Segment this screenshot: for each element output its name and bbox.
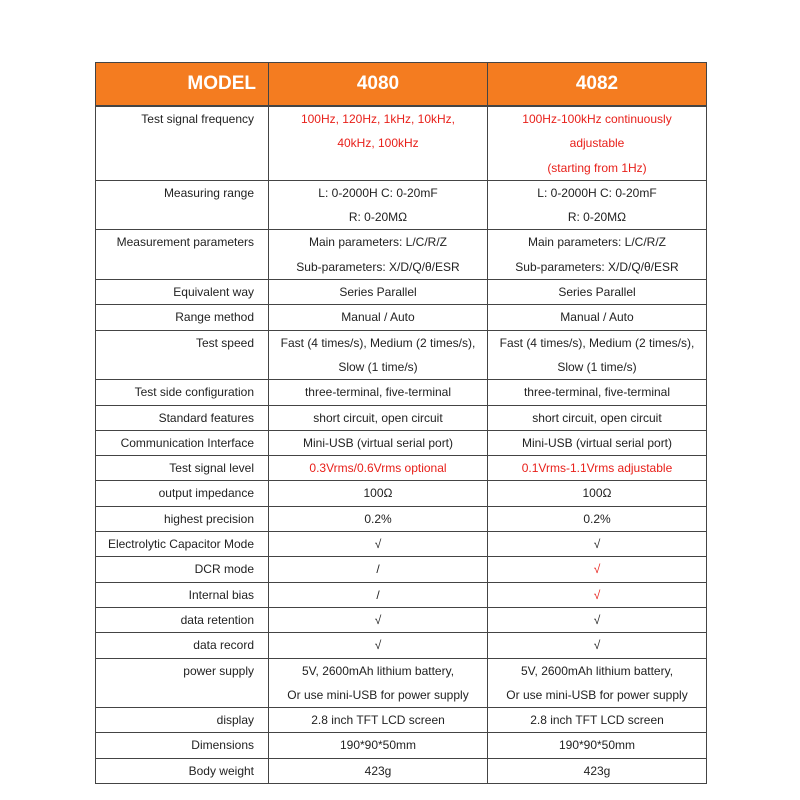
model-4082-value xyxy=(488,758,707,783)
model-4082-value xyxy=(488,506,707,531)
model-4082-value xyxy=(488,280,707,305)
model-4080-value xyxy=(269,380,488,405)
model-4082-value xyxy=(488,658,707,708)
value-line: Main parameters: L/C/R/Z xyxy=(308,235,448,250)
model-4080-value xyxy=(269,658,488,708)
model-4082-value xyxy=(488,481,707,506)
model-4082-value xyxy=(488,430,707,455)
model-4082-value xyxy=(488,380,707,405)
value-line: √ xyxy=(593,562,601,577)
value-line: 2.8 inch TFT LCD screen xyxy=(530,713,664,728)
value-line: 423g xyxy=(364,763,392,778)
value-line: √ xyxy=(374,612,382,627)
model-4080-value xyxy=(269,708,488,733)
table-row xyxy=(96,532,707,557)
table-row xyxy=(96,380,707,405)
header-model-label: MODEL xyxy=(96,63,269,107)
value-line: Series Parallel xyxy=(558,285,636,300)
value-line: Mini-USB (virtual serial port) xyxy=(302,435,454,450)
value-line: short circuit, open circuit xyxy=(532,410,662,425)
row-label: DCR mode xyxy=(96,557,269,582)
value-line: 190*90*50mm xyxy=(558,738,636,753)
table-row xyxy=(96,405,707,430)
row-label: Equivalent way xyxy=(96,280,269,305)
model-4082-value xyxy=(488,557,707,582)
value-line: 100Hz, 120Hz, 1kHz, 10kHz, xyxy=(300,112,456,126)
table-row xyxy=(96,758,707,783)
row-label: Measurement parameters xyxy=(96,230,269,280)
table-row xyxy=(96,180,707,230)
table-row xyxy=(96,230,707,280)
row-label: data record xyxy=(96,633,269,658)
value-line: √ xyxy=(593,612,601,627)
value-line: 5V, 2600mAh lithium battery, xyxy=(520,663,674,678)
table-row xyxy=(96,280,707,305)
model-4082-value xyxy=(488,305,707,330)
model-4080-value xyxy=(269,758,488,783)
value-line: 0.2% xyxy=(583,511,611,526)
row-label: Test side configuration xyxy=(96,380,269,405)
model-4080-value xyxy=(269,456,488,481)
model-4082-value xyxy=(488,330,707,380)
value-line: R: 0-20MΩ xyxy=(348,210,408,225)
model-4080-value xyxy=(269,330,488,380)
value-line: Slow (1 time/s) xyxy=(557,359,637,374)
spec-comparison-table xyxy=(95,62,707,784)
model-4082-value xyxy=(488,633,707,658)
row-label: data retention xyxy=(96,607,269,632)
row-label: Range method xyxy=(96,305,269,330)
value-line: √ xyxy=(374,537,382,552)
value-line: 100Hz-100kHz continuously adjustable xyxy=(522,112,672,151)
table-row xyxy=(96,481,707,506)
header-model-b: 4082 xyxy=(488,63,707,107)
value-line: Main parameters: L/C/R/Z xyxy=(527,235,667,250)
model-4080-value xyxy=(269,481,488,506)
value-line: 0.2% xyxy=(364,511,392,526)
value-line: 100Ω xyxy=(582,486,612,501)
value-line: three-terminal, five-terminal xyxy=(523,385,671,400)
value-line: Series Parallel xyxy=(339,285,417,300)
header-model-a: 4080 xyxy=(269,63,488,107)
value-line: √ xyxy=(374,638,382,653)
row-label: Measuring range xyxy=(96,180,269,230)
model-4080-value xyxy=(269,532,488,557)
row-label: display xyxy=(96,708,269,733)
model-4082-value xyxy=(488,456,707,481)
row-label: Standard features xyxy=(96,405,269,430)
model-4080-value xyxy=(269,230,488,280)
value-line: √ xyxy=(593,638,601,653)
value-line: short circuit, open circuit xyxy=(313,410,443,425)
spec-rows xyxy=(96,106,707,784)
value-line: 190*90*50mm xyxy=(339,738,417,753)
model-4080-value xyxy=(269,582,488,607)
value-line: Fast (4 times/s), Medium (2 times/s), xyxy=(499,335,695,350)
table-row xyxy=(96,305,707,330)
value-line: Or use mini-USB for power supply xyxy=(287,687,469,702)
value-line: 2.8 inch TFT LCD screen xyxy=(311,713,445,728)
table-row xyxy=(96,658,707,708)
header-row xyxy=(96,63,707,107)
model-4080-value xyxy=(269,405,488,430)
model-4080-value xyxy=(269,305,488,330)
value-line: 0.1Vrms-1.1Vrms adjustable xyxy=(521,461,673,476)
value-line: 100Ω xyxy=(363,486,393,501)
value-line: / xyxy=(376,562,380,577)
table-row xyxy=(96,330,707,380)
table-row xyxy=(96,708,707,733)
model-4080-value xyxy=(269,607,488,632)
value-line: √ xyxy=(593,537,601,552)
value-line: Slow (1 time/s) xyxy=(338,359,418,374)
value-line: Sub-parameters: X/D/Q/θ/ESR xyxy=(515,259,679,274)
value-line: Sub-parameters: X/D/Q/θ/ESR xyxy=(296,259,460,274)
row-label: output impedance xyxy=(96,481,269,506)
value-line: 0.3Vrms/0.6Vrms optional xyxy=(309,461,447,476)
value-line: Manual / Auto xyxy=(560,310,634,325)
value-line: √ xyxy=(593,587,601,602)
table-row xyxy=(96,456,707,481)
row-label: Electrolytic Capacitor Mode xyxy=(96,532,269,557)
value-line: 40kHz, 100kHz xyxy=(337,136,419,151)
table-row xyxy=(96,633,707,658)
table-row xyxy=(96,607,707,632)
model-4082-value xyxy=(488,405,707,430)
model-4082-value xyxy=(488,733,707,758)
model-4082-value xyxy=(488,180,707,230)
row-label: Communication Interface xyxy=(96,430,269,455)
row-label: Internal bias xyxy=(96,582,269,607)
row-label: power supply xyxy=(96,658,269,708)
row-label: Body weight xyxy=(96,758,269,783)
model-4082-value xyxy=(488,230,707,280)
model-4080-value xyxy=(269,733,488,758)
value-line: 5V, 2600mAh lithium battery, xyxy=(301,663,455,678)
value-line: three-terminal, five-terminal xyxy=(304,385,452,400)
value-line: (starting from 1Hz) xyxy=(547,160,647,175)
value-line: Fast (4 times/s), Medium (2 times/s), xyxy=(280,335,476,350)
row-label: highest precision xyxy=(96,506,269,531)
model-4080-value xyxy=(269,280,488,305)
value-line: L: 0-2000H C: 0-20mF xyxy=(537,185,657,200)
value-line: Mini-USB (virtual serial port) xyxy=(521,435,673,450)
model-4080-value xyxy=(269,506,488,531)
model-4080-value xyxy=(269,633,488,658)
value-line: Manual / Auto xyxy=(341,310,415,325)
model-4080-value xyxy=(269,557,488,582)
table-row xyxy=(96,506,707,531)
row-label: Test signal level xyxy=(96,456,269,481)
row-label: Test signal frequency xyxy=(96,106,269,180)
value-line: 423g xyxy=(583,763,611,778)
model-4080-value xyxy=(269,106,488,180)
model-4082-value xyxy=(488,532,707,557)
value-line: / xyxy=(376,587,380,602)
value-line: Or use mini-USB for power supply xyxy=(506,687,688,702)
model-4082-value xyxy=(488,582,707,607)
table-row xyxy=(96,106,707,180)
table-row xyxy=(96,430,707,455)
model-4080-value xyxy=(269,180,488,230)
table-row xyxy=(96,557,707,582)
row-label: Dimensions xyxy=(96,733,269,758)
model-4082-value xyxy=(488,106,707,180)
row-label: Test speed xyxy=(96,330,269,380)
value-line: L: 0-2000H C: 0-20mF xyxy=(318,185,438,200)
table-row xyxy=(96,582,707,607)
table-row xyxy=(96,733,707,758)
model-4082-value xyxy=(488,708,707,733)
model-4080-value xyxy=(269,430,488,455)
model-4082-value xyxy=(488,607,707,632)
value-line: R: 0-20MΩ xyxy=(567,210,627,225)
